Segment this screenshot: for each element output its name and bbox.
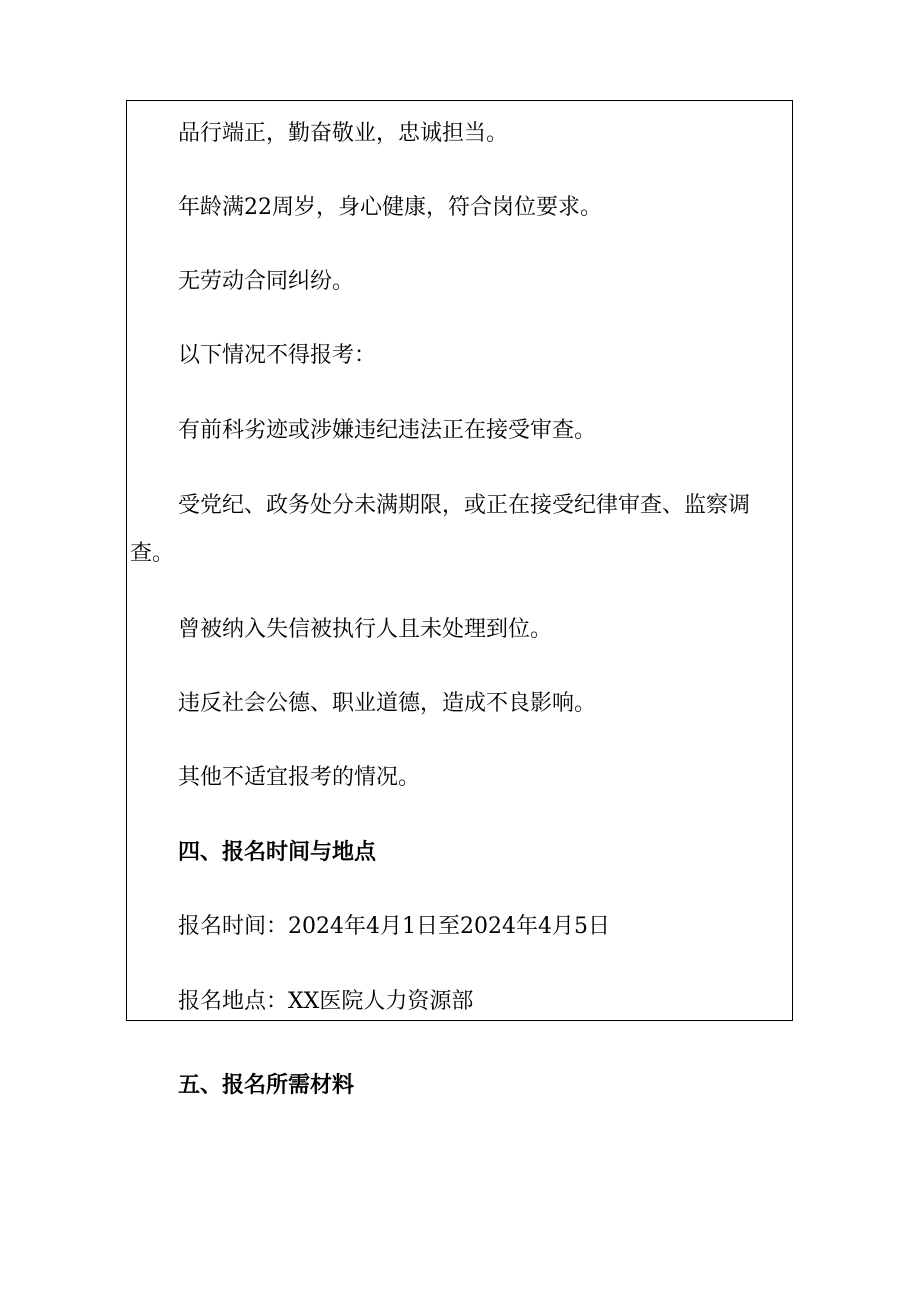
paragraph-dishonest-debtor: 曾被纳入失信被执行人且未处理到位。 xyxy=(178,617,553,642)
paragraph-labor-dispute: 无劳动合同纠纷。 xyxy=(178,269,355,294)
section-four-heading: 四、报名时间与地点 xyxy=(178,840,377,865)
registration-place: 报名地点：XX医院人力资源部 xyxy=(178,989,474,1014)
paragraph-age-health: 年龄满22周岁，身心健康，符合岗位要求。 xyxy=(178,195,602,220)
paragraph-disciplinary: 受党纪、政务处分未满期限，或正在接受纪律审查、监察调查。 xyxy=(130,493,751,566)
paragraph-exclusions-intro: 以下情况不得报考： xyxy=(178,343,377,368)
registration-time: 报名时间：2024年4月1日至2024年4月5日 xyxy=(178,914,610,939)
paragraph-ethics: 违反社会公德、职业道德，造成不良影响。 xyxy=(178,691,597,716)
paragraph-criminal-record: 有前科劣迹或涉嫌违纪违法正在接受审查。 xyxy=(178,418,597,443)
section-five-heading: 五、报名所需材料 xyxy=(178,1073,355,1098)
paragraph-other: 其他不适宜报考的情况。 xyxy=(178,765,421,790)
paragraph-character: 品行端正，勤奋敬业，忠诚担当。 xyxy=(178,121,509,146)
